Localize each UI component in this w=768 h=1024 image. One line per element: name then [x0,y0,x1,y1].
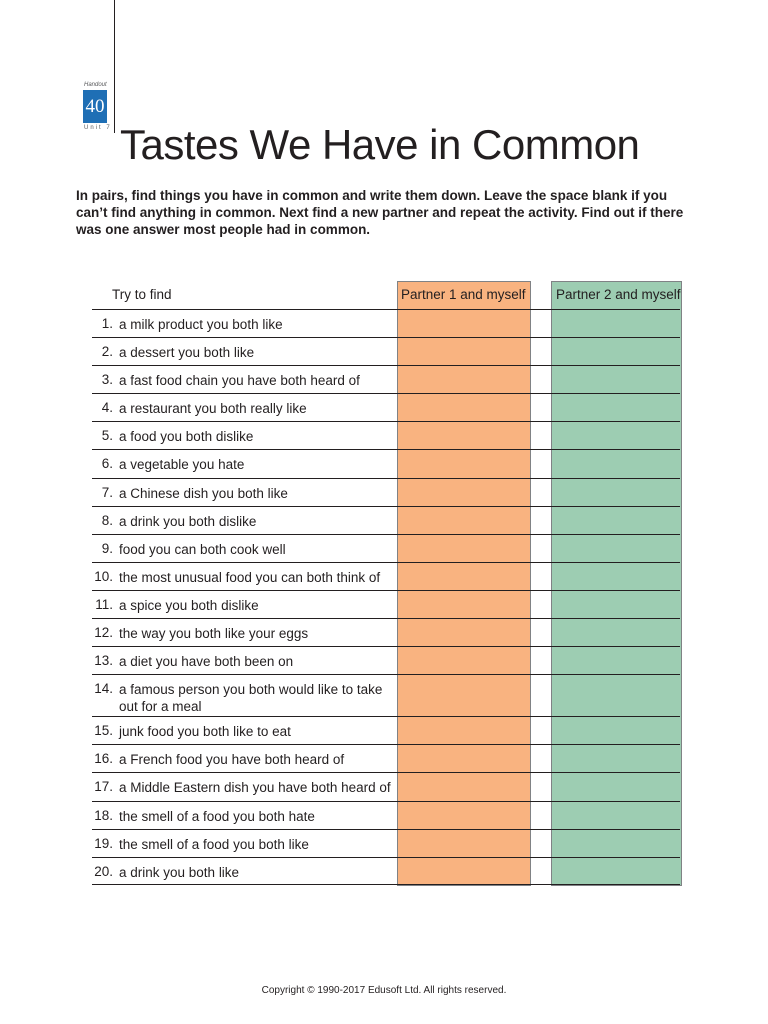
row-prompt: the smell of a food you both hate [119,808,315,824]
handout-number-badge: 40 [83,90,107,123]
row-prompt: a milk product you both like [119,317,283,332]
table-row [92,829,680,857]
row-number: 2. [101,344,113,360]
row-number: 3. [101,372,113,388]
row-number: 18. [94,807,113,823]
row-number: 16. [94,751,113,767]
row-number: 10. [94,568,113,584]
table-row [92,801,680,829]
row-prompt: a fast food chain you have both heard of [119,373,360,389]
row-prompt: a Chinese dish you both like [119,485,288,501]
table-row [92,562,680,590]
row-prompt: a spice you both dislike [119,597,259,613]
row-prompt: a diet you have both been on [119,654,294,670]
table-row [92,506,680,534]
row-prompt: food you can both cook well [119,541,286,557]
row-number: 15. [94,723,113,739]
row-prompt: a drink you both like [119,864,240,880]
row-prompt: a Middle Eastern dish you have both heard of [119,780,391,796]
table-row [92,716,680,744]
handout-label: Handout [84,82,107,88]
page-title: Tastes We Have in Common [120,121,640,169]
row-prompt: the smell of a food you both like [119,836,309,852]
table-row [92,857,680,885]
column-header-partner1: Partner 1 and myself [401,287,526,302]
table-row [92,534,680,562]
row-prompt: a drink you both dislike [119,513,257,529]
table-row [92,393,680,421]
table-row [92,618,680,646]
table-row [92,590,680,618]
table-row [92,449,680,477]
row-prompt: the most unusual food you can both think of [119,569,381,585]
unit-label: Unit 7 [84,125,112,131]
row-number: 14. [94,681,113,697]
row-number: 1. [101,316,113,331]
row-prompt: a restaurant you both really like [119,401,307,417]
table-row [92,421,680,449]
row-number: 11. [95,596,113,612]
row-number: 12. [94,625,113,641]
row-prompt: junk food you both like to eat [119,724,291,740]
row-number: 9. [101,540,113,556]
instructions-text: In pairs, find things you have in common and write them down. Leave the space blank if you can’t find anything in common. Next find a new partner and repeat the activity. Find out if there was one answer most people had in common. [76,188,684,237]
row-number: 7. [101,484,113,500]
header-divider-line [114,0,115,133]
column-header-partner2: Partner 2 and myself [556,287,681,302]
table-row [92,309,680,337]
table-row [92,772,680,800]
table-row [92,365,680,393]
copyright-footer: Copyright © 1990-2017 Edusoft Ltd. All rights reserved. [261,985,507,996]
prompt-table [92,309,680,885]
row-prompt: a food you both dislike [119,429,254,445]
table-row [92,646,680,674]
row-number: 17. [94,779,113,795]
row-prompt: a French food you have both heard of [119,752,345,768]
table-row [92,337,680,365]
row-number: 8. [101,512,113,528]
row-prompt: the way you both like your eggs [119,626,309,642]
table-row [92,674,680,716]
row-number: 5. [101,428,113,444]
table-row [92,744,680,772]
row-number: 20. [94,863,113,879]
table-row [92,478,680,506]
row-number: 4. [101,400,113,416]
row-number: 19. [94,835,113,851]
row-number: 6. [101,456,113,472]
row-prompt: a vegetable you hate [119,457,245,473]
row-prompt: a dessert you both like [119,345,255,361]
row-prompt: a famous person you both would like to take out for a meal [119,682,383,715]
row-number: 13. [94,653,113,669]
column-header-try-to-find: Try to find [112,287,172,302]
